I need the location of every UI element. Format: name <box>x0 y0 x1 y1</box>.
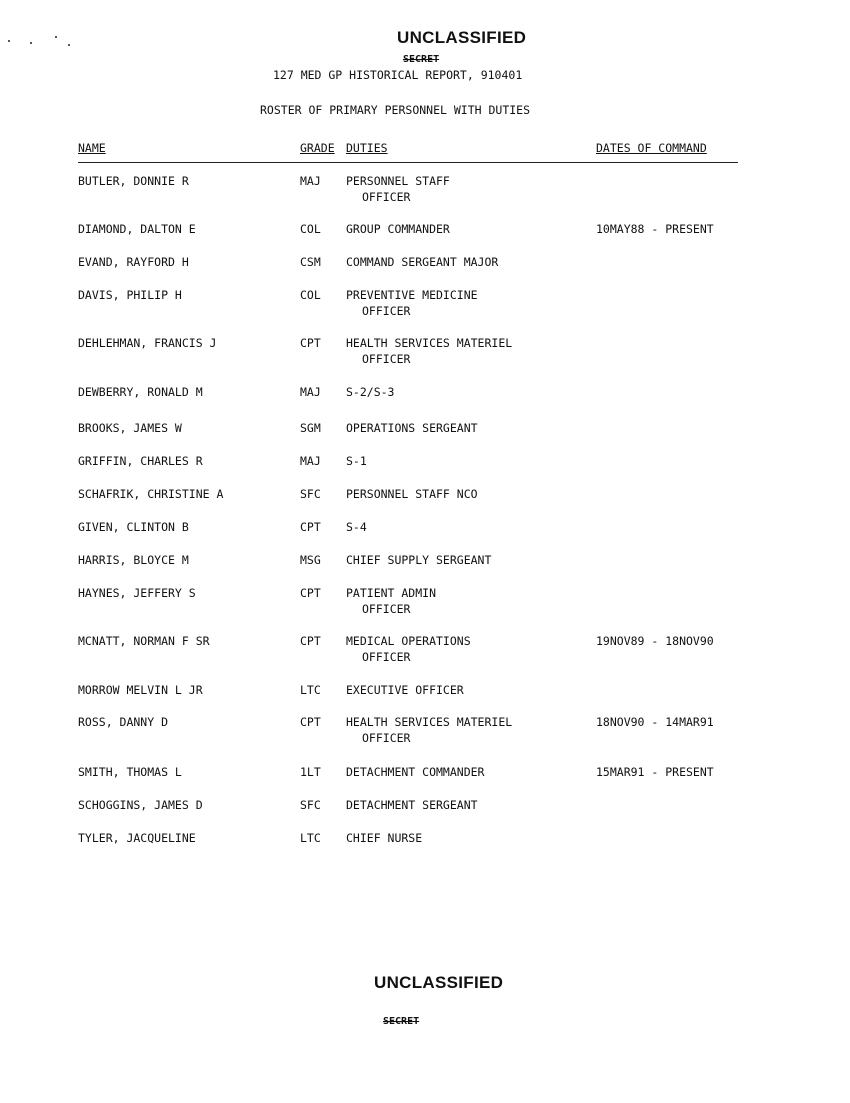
duties: CHIEF SUPPLY SERGEANT <box>346 553 492 567</box>
duties: PREVENTIVE MEDICINE <box>346 288 478 302</box>
duties-continued: OFFICER <box>362 304 411 318</box>
person-name: SMITH, THOMAS L <box>78 765 182 779</box>
grade: MAJ <box>300 454 321 468</box>
duties: PERSONNEL STAFF NCO <box>346 487 478 501</box>
grade: COL <box>300 222 321 236</box>
grade: LTC <box>300 831 321 845</box>
col-header-dates: DATES OF COMMAND <box>596 141 707 155</box>
grade: CSM <box>300 255 321 269</box>
person-name: EVAND, RAYFORD H <box>78 255 189 269</box>
grade: SFC <box>300 798 321 812</box>
classification-top: UNCLASSIFIED <box>397 28 527 47</box>
person-name: TYLER, JACQUELINE <box>78 831 196 845</box>
person-name: ROSS, DANNY D <box>78 715 169 729</box>
person-name: DIAMOND, DALTON E <box>78 222 196 236</box>
header-rule <box>78 162 738 163</box>
secret-marking-top: SECRET <box>403 54 440 65</box>
person-name: GRIFFIN, CHARLES R <box>78 454 203 468</box>
classification-bottom: UNCLASSIFIED <box>374 973 504 992</box>
grade: SFC <box>300 487 321 501</box>
duties: S-1 <box>346 454 367 468</box>
duties: GROUP COMMANDER <box>346 222 450 236</box>
dates-of-command: 18NOV90 - 14MAR91 <box>596 715 714 729</box>
grade: MAJ <box>300 385 321 399</box>
duties-continued: OFFICER <box>362 190 411 204</box>
col-header-grade: GRADE <box>300 141 335 155</box>
person-name: SCHAFRIK, CHRISTINE A <box>78 487 224 501</box>
speck <box>8 40 10 42</box>
person-name: HAYNES, JEFFERY S <box>78 586 196 600</box>
duties-continued: OFFICER <box>362 602 411 616</box>
person-name: MCNATT, NORMAN F SR <box>78 634 210 648</box>
duties: PATIENT ADMIN <box>346 586 437 600</box>
speck <box>68 44 70 46</box>
duties: EXECUTIVE OFFICER <box>346 683 464 697</box>
grade: COL <box>300 288 321 302</box>
grade: MAJ <box>300 174 321 188</box>
duties: MEDICAL OPERATIONS <box>346 634 471 648</box>
person-name: BUTLER, DONNIE R <box>78 174 189 188</box>
dates-of-command: 10MAY88 - PRESENT <box>596 222 714 236</box>
duties: S-4 <box>346 520 367 534</box>
grade: MSG <box>300 553 321 567</box>
grade: CPT <box>300 634 321 648</box>
col-header-duties: DUTIES <box>346 141 388 155</box>
duties: HEALTH SERVICES MATERIEL <box>346 715 513 729</box>
dates-of-command: 15MAR91 - PRESENT <box>596 765 714 779</box>
person-name: MORROW MELVIN L JR <box>78 683 203 697</box>
grade: CPT <box>300 586 321 600</box>
grade: CPT <box>300 715 321 729</box>
duties: CHIEF NURSE <box>346 831 423 845</box>
person-name: HARRIS, BLOYCE M <box>78 553 189 567</box>
duties: DETACHMENT COMMANDER <box>346 765 485 779</box>
person-name: DEHLEHMAN, FRANCIS J <box>78 336 217 350</box>
duties-continued: OFFICER <box>362 731 411 745</box>
dates-of-command: 19NOV89 - 18NOV90 <box>596 634 714 648</box>
grade: CPT <box>300 336 321 350</box>
person-name: BROOKS, JAMES W <box>78 421 182 435</box>
duties: HEALTH SERVICES MATERIEL <box>346 336 513 350</box>
report-title: 127 MED GP HISTORICAL REPORT, 910401 <box>273 68 523 82</box>
duties: DETACHMENT SERGEANT <box>346 798 478 812</box>
speck <box>55 36 57 38</box>
roster-subtitle: ROSTER OF PRIMARY PERSONNEL WITH DUTIES <box>260 103 531 117</box>
speck <box>30 42 32 44</box>
duties-continued: OFFICER <box>362 650 411 664</box>
grade: LTC <box>300 683 321 697</box>
grade: SGM <box>300 421 321 435</box>
duties: S-2/S-3 <box>346 385 395 399</box>
grade: 1LT <box>300 765 321 779</box>
col-header-name: NAME <box>78 141 106 155</box>
duties: PERSONNEL STAFF <box>346 174 450 188</box>
person-name: DEWBERRY, RONALD M <box>78 385 203 399</box>
person-name: SCHOGGINS, JAMES D <box>78 798 203 812</box>
grade: CPT <box>300 520 321 534</box>
duties: OPERATIONS SERGEANT <box>346 421 478 435</box>
person-name: GIVEN, CLINTON B <box>78 520 189 534</box>
person-name: DAVIS, PHILIP H <box>78 288 182 302</box>
secret-marking-bottom: SECRET <box>383 1016 420 1027</box>
duties-continued: OFFICER <box>362 352 411 366</box>
duties: COMMAND SERGEANT MAJOR <box>346 255 499 269</box>
